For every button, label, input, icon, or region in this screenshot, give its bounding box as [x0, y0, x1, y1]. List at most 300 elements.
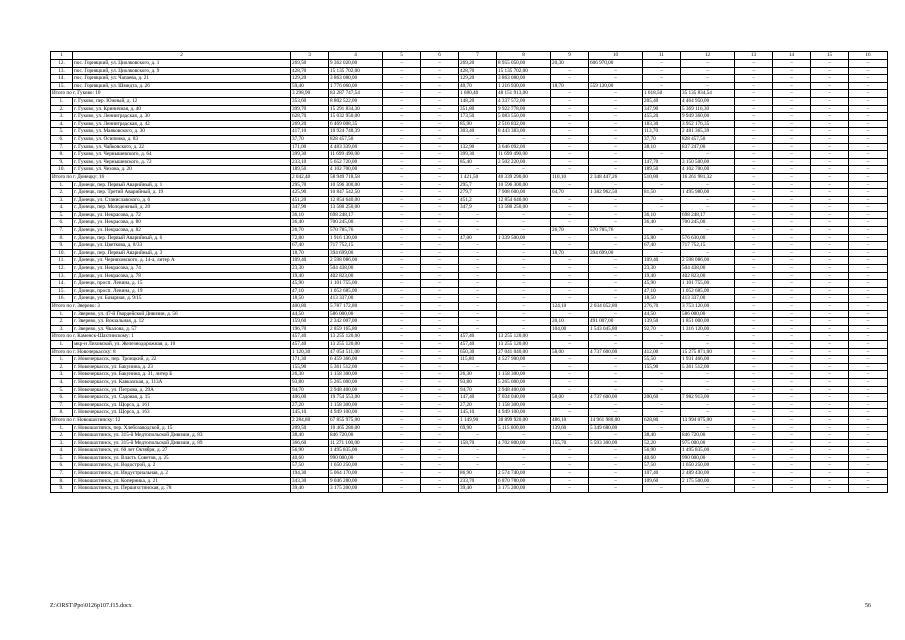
table-cell: – [735, 416, 773, 424]
row-number: 9. [51, 242, 73, 250]
table-cell: – [551, 257, 589, 265]
table-cell: 200,60 [643, 394, 681, 402]
table-cell: – [811, 280, 849, 288]
table-cell: 606 970,00 [589, 60, 643, 68]
table-cell: 486,10 [551, 416, 589, 424]
table-cell: 1 158 300,00 [329, 371, 383, 379]
table-cell: – [421, 265, 459, 273]
table-cell: – [773, 303, 811, 311]
table-cell: – [383, 432, 421, 440]
table-cell: – [383, 90, 421, 98]
table-cell: – [589, 409, 643, 417]
table-cell: – [497, 272, 551, 280]
table-cell: – [811, 477, 849, 485]
table-row [51, 135, 888, 143]
table-cell: – [589, 287, 643, 295]
table-cell: – [421, 356, 459, 364]
address-cell: г. Гуково, ул. Ленинградская, д. 42 [73, 120, 291, 128]
table-row [51, 318, 888, 326]
table-cell: – [681, 227, 735, 235]
table-cell: – [849, 60, 888, 68]
table-cell: – [383, 371, 421, 379]
table-cell: – [811, 447, 849, 455]
table-cell: – [773, 325, 811, 333]
table-cell: 92,70 [643, 325, 681, 333]
table-cell: – [811, 454, 849, 462]
table-cell: 2 489 430,00 [681, 470, 735, 478]
table-row [51, 105, 888, 113]
table-cell: – [497, 462, 551, 470]
table-cell: 11 271 100,00 [329, 439, 383, 447]
table-cell: – [643, 378, 681, 386]
table-row [51, 477, 888, 485]
table-cell: – [589, 356, 643, 364]
subtotal-row [51, 333, 888, 341]
table-cell: 155,70 [551, 439, 589, 447]
table-cell: – [421, 97, 459, 105]
table-cell: 183,30 [643, 120, 681, 128]
table-cell: – [811, 432, 849, 440]
table-cell: – [735, 462, 773, 470]
table-cell: 5 652 720,00 [329, 158, 383, 166]
table-cell: – [551, 462, 589, 470]
table-cell: – [383, 348, 421, 356]
table-cell: 155,90 [291, 363, 329, 371]
table-cell: – [421, 75, 459, 83]
table-cell: 303,40 [459, 128, 497, 136]
table-cell: – [773, 348, 811, 356]
table-cell: – [811, 120, 849, 128]
table-cell: 10 465 280,00 [329, 424, 383, 432]
table-cell: – [497, 303, 551, 311]
table-cell: 7 982 913,00 [681, 394, 735, 402]
table-cell: – [849, 280, 888, 288]
address-cell: г. Новошахтинск, пер. Хлебозаводской, д. 15 [73, 424, 291, 432]
table-cell: 279,7 [459, 189, 497, 197]
table-row [51, 295, 888, 303]
table-cell: 25,80 [643, 234, 681, 242]
table-cell: – [421, 113, 459, 121]
table-cell: – [421, 462, 459, 470]
table-cell: – [551, 470, 589, 478]
table-cell: – [849, 272, 888, 280]
table-cell: – [849, 113, 888, 121]
table-cell: 147,70 [643, 158, 681, 166]
table-cell: 428,70 [459, 67, 497, 75]
table-cell: – [383, 173, 421, 181]
table-cell: – [421, 447, 459, 455]
table-cell: – [459, 166, 497, 174]
row-number: 8. [51, 409, 73, 417]
table-cell: – [643, 75, 681, 83]
table-cell: – [735, 105, 773, 113]
table-cell: – [681, 196, 735, 204]
table-row [51, 242, 888, 250]
table-cell: – [773, 234, 811, 242]
table-cell: 11 699 490,00 [497, 151, 551, 159]
table-cell: – [421, 272, 459, 280]
table-cell: – [589, 470, 643, 478]
table-cell: 4 483 339,00 [329, 143, 383, 151]
table-cell: – [497, 318, 551, 326]
table-cell: – [589, 204, 643, 212]
table-cell: – [589, 272, 643, 280]
table-cell: – [497, 363, 551, 371]
address-cell: г. Новошахтинск, ул. Водострой, д. 2 [73, 462, 291, 470]
table-cell: – [421, 394, 459, 402]
table-cell: 67 855 975,00 [329, 416, 383, 424]
table-cell: – [681, 151, 735, 159]
table-cell: – [811, 204, 849, 212]
table-cell: 295,70 [291, 181, 329, 189]
table-cell: – [681, 371, 735, 379]
row-number: 4. [51, 120, 73, 128]
table-cell: – [551, 113, 589, 121]
table-cell: – [773, 196, 811, 204]
table-cell: – [849, 303, 888, 311]
table-cell: 83 287 747,54 [329, 90, 383, 98]
table-row [51, 181, 888, 189]
table-cell: 491 007,00 [589, 318, 643, 326]
table-cell: – [459, 242, 497, 250]
row-number: 4. [51, 378, 73, 386]
table-cell: – [383, 166, 421, 174]
row-number: 7. [51, 227, 73, 235]
table-cell: – [735, 181, 773, 189]
table-cell: 205,40 [643, 97, 681, 105]
address-cell: г. Донецк, пер. Молодежный, д. 20 [73, 204, 291, 212]
table-cell: – [735, 128, 773, 136]
table-cell: 5 265 000,00 [329, 378, 383, 386]
table-cell: 428,70 [291, 67, 329, 75]
table-row [51, 310, 888, 318]
table-cell: 2 516 832,00 [497, 120, 551, 128]
table-cell: – [811, 295, 849, 303]
row-number: 5. [51, 386, 73, 394]
address-cell: г. Гуково, ул. Чернышевского, д. 72 [73, 158, 291, 166]
table-cell: 94,70 [291, 386, 329, 394]
subtotal-row [51, 303, 888, 311]
table-cell: 94,70 [459, 386, 497, 394]
table-cell: 2 574 740,00 [497, 470, 551, 478]
table-cell: – [735, 325, 773, 333]
table-cell: – [681, 60, 735, 68]
table-cell: – [849, 97, 888, 105]
table-cell: – [551, 454, 589, 462]
table-cell: 13 580 250,00 [497, 204, 551, 212]
table-cell: – [811, 82, 849, 90]
table-cell: 12 854 640,00 [329, 196, 383, 204]
table-cell: 2 598 086,00 [681, 257, 735, 265]
table-row [51, 257, 888, 265]
table-cell: – [421, 105, 459, 113]
row-number: 3. [51, 439, 73, 447]
table-cell: – [735, 242, 773, 250]
table-cell: – [849, 356, 888, 364]
table-row [51, 424, 888, 432]
table-cell: – [643, 485, 681, 493]
table-cell: 846 720,00 [681, 432, 735, 440]
table-cell: 2 342 007,00 [329, 318, 383, 326]
table-cell: – [551, 386, 589, 394]
table-cell: 38,10 [643, 143, 681, 151]
table-cell: 846 720,00 [329, 432, 383, 440]
table-cell: 6 870 780,00 [497, 477, 551, 485]
table-cell: – [497, 265, 551, 273]
table-cell: – [589, 166, 643, 174]
table-cell: 347,90 [643, 105, 681, 113]
table-cell: – [773, 181, 811, 189]
table-cell: – [497, 447, 551, 455]
table-row [51, 378, 888, 386]
table-cell: – [383, 97, 421, 105]
header-cell: 6 [421, 52, 459, 60]
table-cell: 1 101 755,00 [329, 280, 383, 288]
address-cell: г. Новочеркасск, ул. Щорса, д. 161 [73, 401, 291, 409]
table-cell: 15 275 871,00 [681, 348, 735, 356]
address-cell: г. Новочеркасск, пер. Троицкий, д. 22 [73, 356, 291, 364]
header-cell: 4 [329, 52, 383, 60]
table-row [51, 447, 888, 455]
table-cell: – [735, 447, 773, 455]
table-cell: – [681, 386, 735, 394]
table-cell: 406,00 [291, 394, 329, 402]
table-cell: – [551, 211, 589, 219]
table-cell: – [459, 272, 497, 280]
table-cell: – [849, 82, 888, 90]
table-cell: 1 543 045,80 [589, 325, 643, 333]
table-cell: – [811, 166, 849, 174]
table-cell: 269,50 [291, 60, 329, 68]
table-cell: – [735, 265, 773, 273]
table-cell: 107,40 [643, 470, 681, 478]
table-cell: – [383, 447, 421, 455]
table-cell: – [643, 204, 681, 212]
table-cell: – [589, 120, 643, 128]
table-cell: 18,70 [551, 82, 589, 90]
table-cell: 26,30 [459, 371, 497, 379]
table-cell: – [773, 128, 811, 136]
table-cell: 504 438,00 [681, 265, 735, 273]
table-cell: 52,20 [643, 439, 681, 447]
table-cell: – [421, 439, 459, 447]
table-cell: – [811, 378, 849, 386]
document-sheet [50, 51, 871, 493]
address-cell: мкр-н Лиховской, ул. Железнодорожная, д. 10 [73, 340, 291, 348]
table-cell: – [459, 363, 497, 371]
table-cell: – [773, 432, 811, 440]
table-row [51, 158, 888, 166]
table-cell: 4 102 700,00 [681, 166, 735, 174]
row-number: 1. [51, 424, 73, 432]
address-cell: г. Новочеркасск, ул. Бакунина, д. 23 [73, 363, 291, 371]
table-cell: – [811, 470, 849, 478]
table-cell: 109,40 [643, 257, 681, 265]
table-cell: – [735, 143, 773, 151]
table-cell: – [383, 67, 421, 75]
table-row [51, 128, 888, 136]
table-cell: 115,80 [459, 356, 497, 364]
header-cell: 9 [551, 52, 589, 60]
table-cell: – [589, 454, 643, 462]
table-cell: – [497, 242, 551, 250]
table-cell: 3 863 080,00 [497, 75, 551, 83]
row-number: 5. [51, 128, 73, 136]
row-number: 12. [51, 60, 73, 68]
table-cell: – [421, 348, 459, 356]
table-row [51, 325, 888, 333]
table-cell: 38,40 [291, 432, 329, 440]
table-row [51, 120, 888, 128]
table-cell: 35 135 834,54 [681, 90, 735, 98]
table-cell: – [811, 356, 849, 364]
table-cell: – [421, 166, 459, 174]
table-cell: – [681, 249, 735, 257]
table-cell: 828 457,50 [329, 135, 383, 143]
table-cell: – [735, 318, 773, 326]
table-row [51, 196, 888, 204]
table-cell: 457,40 [291, 340, 329, 348]
table-cell: – [383, 75, 421, 83]
table-cell: – [735, 280, 773, 288]
table-cell: 40,60 [291, 454, 329, 462]
table-cell: – [773, 386, 811, 394]
table-cell: 3 298,90 [291, 90, 329, 98]
table-cell: – [497, 325, 551, 333]
table-cell: 399,30 [459, 151, 497, 159]
table-cell: – [773, 416, 811, 424]
row-number: 9. [51, 158, 73, 166]
table-cell: – [383, 181, 421, 189]
table-row [51, 401, 888, 409]
table-cell: 10 847 542,50 [329, 189, 383, 197]
table-cell: 559 130,00 [589, 82, 643, 90]
table-cell: – [849, 454, 888, 462]
table-row [51, 75, 888, 83]
table-cell: – [811, 363, 849, 371]
table-cell: – [811, 287, 849, 295]
table-cell: – [383, 272, 421, 280]
table-cell: 698 248,17 [681, 211, 735, 219]
table-cell: – [773, 340, 811, 348]
address-cell: г. Зверево, ул. Чкалова, д. 57 [73, 325, 291, 333]
table-cell: – [773, 310, 811, 318]
row-number: 2. [51, 432, 73, 440]
table-cell: 8 955 050,00 [497, 60, 551, 68]
table-row [51, 432, 888, 440]
table-cell: 194,30 [291, 470, 329, 478]
table-cell: 58,00 [551, 394, 589, 402]
table-row [51, 211, 888, 219]
table-cell: – [849, 151, 888, 159]
table-cell: – [551, 105, 589, 113]
row-number: 12. [51, 265, 73, 273]
table-cell: 717 752,15 [681, 242, 735, 250]
address-cell: г. Гуково, ул. Чернышевского, д. 64 [73, 151, 291, 159]
table-cell: – [551, 143, 589, 151]
table-cell: – [589, 386, 643, 394]
table-cell: 2 042,40 [291, 173, 329, 181]
table-cell: – [681, 378, 735, 386]
table-cell: – [681, 204, 735, 212]
address-cell: г. Донецк, ул. Базарная, д. 9/15 [73, 295, 291, 303]
table-cell: – [849, 462, 888, 470]
table-cell: – [421, 82, 459, 90]
table-cell: 1 680,40 [459, 90, 497, 98]
table-cell: 47,10 [643, 287, 681, 295]
table-cell: – [421, 454, 459, 462]
table-cell: 124,10 [551, 303, 589, 311]
table-row [51, 272, 888, 280]
table-cell: 451,20 [291, 196, 329, 204]
table-cell: 7 908 600,00 [497, 189, 551, 197]
table-cell: – [551, 75, 589, 83]
table-cell: – [589, 333, 643, 341]
table-cell: 698 248,17 [329, 211, 383, 219]
table-cell: – [459, 462, 497, 470]
row-number: 3. [51, 113, 73, 121]
table-row [51, 67, 888, 75]
table-cell: – [643, 371, 681, 379]
table-cell: – [773, 280, 811, 288]
address-cell: г. Донецк, просп. Ленина, д. 15 [73, 280, 291, 288]
table-cell: – [589, 242, 643, 250]
table-cell: 18,70 [291, 249, 329, 257]
table-cell: – [589, 143, 643, 151]
table-cell: – [459, 303, 497, 311]
table-cell: – [773, 394, 811, 402]
table-cell: 402 823,00 [681, 272, 735, 280]
table-cell: 4 949 100,00 [329, 409, 383, 417]
table-cell: – [735, 67, 773, 75]
table-cell: 81,50 [643, 189, 681, 197]
table-cell: 412,00 [643, 348, 681, 356]
table-cell: – [849, 401, 888, 409]
table-cell: – [551, 97, 589, 105]
table-cell: – [849, 227, 888, 235]
table-cell: 3 175 200,00 [497, 485, 551, 493]
table-cell: 3 952 176,35 [681, 120, 735, 128]
table-cell: – [849, 181, 888, 189]
table-cell: – [773, 135, 811, 143]
table-cell: – [811, 485, 849, 493]
address-cell: г. Донецк, ул. Некрасова, д. 72 [73, 211, 291, 219]
table-cell: 36,10 [643, 211, 681, 219]
subtotal-row [51, 348, 888, 356]
table-cell: 48 151 913,00 [497, 90, 551, 98]
table-cell: – [383, 439, 421, 447]
table-cell: 1 495 980,00 [681, 189, 735, 197]
table-cell: – [383, 158, 421, 166]
table-cell: – [643, 60, 681, 68]
table-cell: 7 034 040,00 [497, 394, 551, 402]
table-cell: 1 339 500,00 [497, 234, 551, 242]
table-cell: – [849, 447, 888, 455]
row-number: 1. [51, 356, 73, 364]
table-cell: – [383, 249, 421, 257]
table-cell: 40,70 [459, 82, 497, 90]
table-cell: – [811, 318, 849, 326]
table-cell: – [849, 432, 888, 440]
table-cell: 173,50 [459, 113, 497, 121]
table-cell: 2 175 500,00 [681, 477, 735, 485]
table-row [51, 340, 888, 348]
table-cell: – [589, 158, 643, 166]
table-cell: 13 580 250,00 [329, 204, 383, 212]
table-cell: 4 527 900,00 [497, 356, 551, 364]
table-cell: – [811, 143, 849, 151]
table-cell: – [735, 151, 773, 159]
